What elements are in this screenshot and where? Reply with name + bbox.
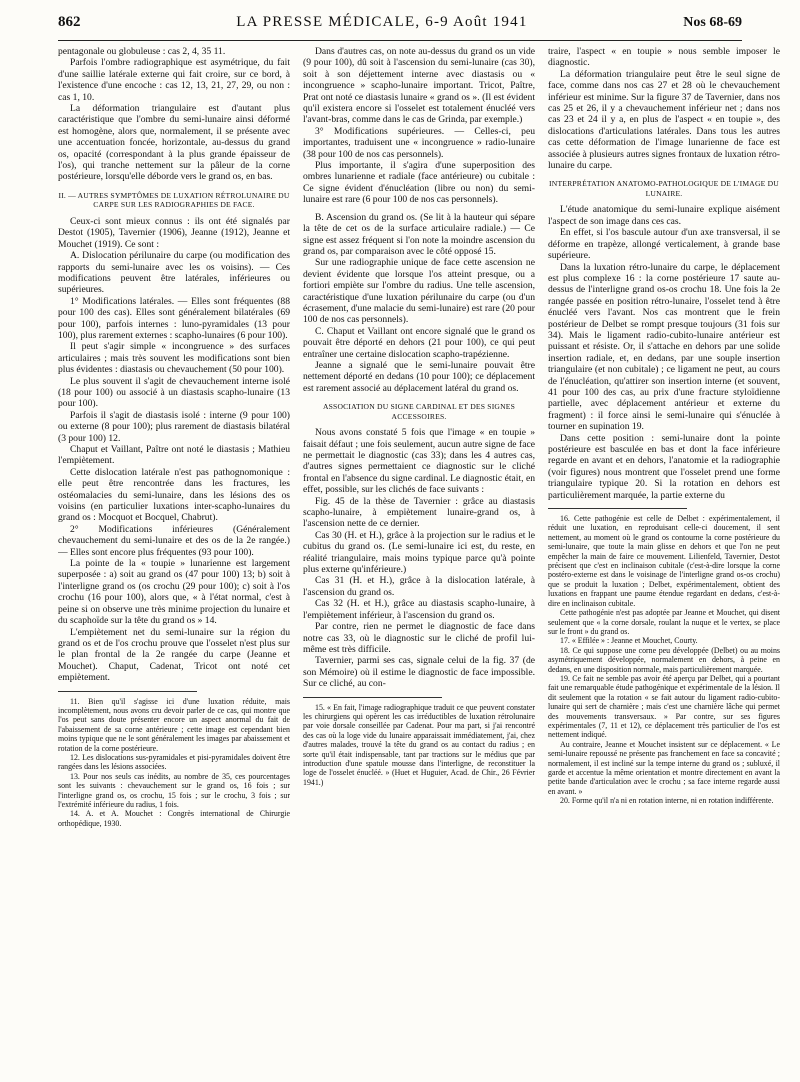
paragraph: Cas 30 (H. et H.), grâce à la projection sur le radius et le cubitus du grand os. (Le semi-lunaire ici est, du reste, en réalité triangulaire, mais moins typique parce qu'à pointe plus externe qu'inférieure.) <box>303 529 535 576</box>
footnote-divider <box>303 697 442 698</box>
paragraph: Dans la luxation rétro-lunaire du carpe, le déplacement est plus complexe 16 : la corne postérieure 17 saute au-dessus de l'interligne grand os-os crochu 18. Une fois la 2e rangée passée en position rétro-lunaire, l'osselet tend à être énucléé vers l'avant. Nos cas montrent que le frein postérieur de Delbet se rompt presque toujours (31 fois sur 34). Mais le ligament radio-cubito-lunaire antérieur est puissant et résiste. Or, il s'attache en dehors par une solide insertion radiale, et, en dedans, par une souple insertion triangulaire (et non cubitale) ; ce ligament ne peut, au cours de l'énucléation, qu'attirer son insertion interne (et souvent, 41 pour 100 des cas, au prix d'une fracture styloïdienne partielle, avec déplacement antérieur et externe du fragment) : il force ainsi le semi-lunaire qui s'énuclée à tourner en supination 19. <box>548 261 780 433</box>
paragraph: pentagonale ou globuleuse : cas 2, 4, 35 11. <box>58 46 226 57</box>
paragraph: Nous avons constaté 5 fois que l'image « en toupie » faisait défaut ; une fois seulement, aucun autre signe de face ne permettait le diagnostic (cas 33); dans les 4 autres cas, d'autres signes permettaient ce diagnostic sur le cliché frontal en l'absence du signe cardinal. Le diagnostic était, en effet, possible, sur les clichés de face suivants : <box>303 427 535 496</box>
paragraph: Par contre, rien ne permet le diagnostic de face dans notre cas 33, où le diagnostic sur le cliché de profil lui-même est très difficile. <box>303 621 535 655</box>
paragraph: L'empiètement net du semi-lunaire sur la région du grand os et de l'os crochu prouve que l'osselet n'est plus sur le plan frontal de la 2e rangée du carpe (Jeanne et Mouchet). Chaput, Cadenat, Tricot ont noté cet empiètement. <box>58 626 290 684</box>
footnote-divider <box>548 508 687 509</box>
paragraph: B. Ascension du grand os. (Se lit à la hauteur qui sépare la tête de cet os de la surface articulaire radiale.) — Ce signe est assez fréquent si l'on note la moindre ascension du grand os, par comparaison avec le côté opposé 15. <box>303 211 535 257</box>
section-heading: INTERPRÉTATION ANATOMO-PATHOLOGIQUE DE L'IMAGE DU LUNAIRE. <box>549 179 779 198</box>
paragraph: Fig. 45 de la thèse de Tavernier : grâce au diastasis scapho-lunaire, à empiètement lunaire-grand os, à l'ascension nette de ce dernier. <box>303 495 535 530</box>
paragraph: L'étude anatomique du semi-lunaire explique aisément l'aspect de son image dans ces cas. <box>548 204 780 227</box>
page-number: 862 <box>58 14 81 30</box>
paragraph: Sur une radiographie unique de face cette ascension ne devient évidente que lorsque l'os atteint presque, ou a fortiori empiète sur l'ombre du radius. Une telle ascension, caractéristique d'une luxation périlunaire du carpe (ou d'un écrasement, d'une malacie du semi-lunaire) est rare (20 pour 100 de nos cas personnels). <box>303 257 535 326</box>
section-heading: II. — AUTRES SYMPTÔMES DE LUXATION RÉTROLUNAIRE DU CARPE SUR LES RADIOGRAPHIES DE FACE. <box>58 190 290 210</box>
footnote-divider <box>58 691 197 692</box>
paragraph: Jeanne a signalé que le semi-lunaire pouvait être nettement déporté en dedans (10 pour 100); ce déplacement est rarement associé au déplacement latéral du grand os. <box>303 359 535 394</box>
paragraph: Tavernier, parmi ses cas, signale celui de la fig. 37 (de son Mémoire) où il estime le diagnostic de face impossible. Sur ce cliché, au con- <box>303 655 535 690</box>
footnote: 17. « Effilée » : Jeanne et Mouchet, Courty. <box>560 636 698 646</box>
paragraph: Parfois il s'agit de diastasis isolé : interne (9 pour 100) ou externe (8 pour 100); plus rarement de diastasis bilatéral (3 pour 100) 12. <box>58 409 290 444</box>
footnote: 19. Ce fait ne semble pas avoir été aperçu par Delbet, qui a pourtant fait une remarquable étude pathogénique et expérimentale de la lésion. Il dit seulement que la rotation « se fait autour du ligament radio-cubito-lunaire qui sert de charnière ; mais c'est une charnière lâche qui permet des mouvements transversaux. » Par contre, sur ses figures expérimentales (7, 11 et 12), ce déplacement très particulier de l'os est nettement indiqué. <box>548 673 780 740</box>
paragraph: Chaput et Vaillant, Paître ont noté le diastasis ; Mathieu l'empiètement. <box>58 444 290 467</box>
paragraph: Cas 31 (H. et H.), grâce à la dislocation latérale, à l'ascension du grand os. <box>303 575 535 598</box>
paragraph: 2° Modifications inférieures (Généralement chevauchement du semi-lunaire et des os de la 2e rangée.) — Elles sont encore plus fréquentes (93 pour 100). <box>58 523 290 558</box>
paragraph: A. Dislocation périlunaire du carpe (ou modification des rapports du semi-lunaire avec les os voisins). — Ces modifications peuvent être latérales, inférieures ou supérieures. <box>58 250 290 296</box>
footnote: 18. Ce qui suppose une corne peu développée (Delbet) ou au moins asymétriquement développée, normalement en dehors, à peine en dedans, en une disposition normale, mais particulièrement marquée. <box>548 645 780 674</box>
footnote: 20. Forme qu'il n'a ni en rotation interne, ni en rotation indifférente. <box>560 796 774 806</box>
footnote: 15. « En fait, l'image radiographique traduit ce que peuvent constater les chirurgiens qui opèrent les cas irréductibles de luxation rétrolunaire par voie dorsale conseillée par Cadenat. Pour ma part, si j'ai rencontré des cas où la loge vide du lunaire apparaissait immédiatement, j'ai, chez d'autres malades, trouvé la tête du grand os au contact du radius ; en sorte qu'il était indispensable, tant par tractions sur le médius que par introduction d'une spatule mousse dans l'interligne, de reconstituer la loge de l'osselet énucléé. » (Huet et Huguier, Acad. de Chir., 26 Février 1941.) <box>303 702 535 787</box>
paragraph: Dans cette position : semi-lunaire dont la pointe postérieure est basculée en bas et dont la face inférieure regarde en avant et en dehors, l'anatomie et la radiographie (voir figures) nous montrent que l'osselet prend une forme triangulaire typique 20. Si la rotation en dehors est particulièrement marquée, la partie externe du <box>548 432 780 501</box>
paragraph: La pointe de la « toupie » lunarienne est largement superposée : a) soit au grand os (47 pour 100) 13; b) soit à l'interligne grand os (os crochu (29 pour 100); c) soit à l'os crochu (16 pour 100), alors que, « à l'état normal, c'est à peine si on observe une très minime projection du lunaire et du scaphoïde sur la tête du grand os » 14. <box>58 558 290 627</box>
paragraph: Parfois l'ombre radiographique est asymétrique, du fait d'une saillie latérale externe qui fait croire, sur ce bord, à l'existence d'une encoche : cas 12, 13, 21, 27, 29, ou non : cas 1, 10. <box>58 57 290 103</box>
column-2 <box>303 46 535 1072</box>
paragraph: Il peut s'agir simple « incongruence » des surfaces articulaires ; mais très souvent les modifications sont bien plus évidentes : diastasis ou chevauchement (50 pour 100). <box>58 341 290 376</box>
issue-number: Nos 68-69 <box>683 15 742 30</box>
page-header <box>58 14 742 41</box>
paragraph: Dans d'autres cas, on note au-dessus du grand os un vide (9 pour 100), dû soit à l'ascension du semi-lunaire (cas 30), soit à son déjettement interne avec diastasis ou « incongruence » scapho-lunaire important. Tricot, Paître, Prat ont noté ce diastasis lunaire « grand os ». (Il est évident qu'il existera encore si l'osselet est totalement énucléé vers l'avant-bras, comme dans le cas de Grinda, par exemple.) <box>303 46 535 126</box>
footnote: 13. Pour nos seuls cas inédits, au nombre de 35, ces pourcentages sont les suivants : chevauchement sur le grand os, 16 fois ; sur l'interligne grand os, os crochu, 15 fois ; sur le crochu, 3 fois ; sur l'extrémité inférieure du radius, 1 fois. <box>58 771 290 809</box>
paragraph: Plus importante, il s'agira d'une superposition des ombres lunarienne et radiale (face antérieure) ou cubitale : Ce signe évident d'énucléation (libre ou non) du semi-lunaire est rare (6 pour 100 de nos cas personnels). <box>303 160 535 206</box>
paragraph: Cas 32 (H. et H.), grâce au diastasis scapho-lunaire, à l'empiètement inférieur, à l'ascension du grand os. <box>303 598 535 621</box>
footnote: 11. Bien qu'il s'agisse ici d'une luxation réduite, mais incomplètement, nous avons cru devoir parler de ce cas, qui montre que l'os peut sans doute présenter encore un aspect anormal du fait de l'abaissement de sa corne antérieure ; cette image est cependant bien moins typique que ne le sont généralement les images par abaissement et rotation de la corne postérieure. <box>58 696 290 753</box>
paragraph: C. Chaput et Vaillant ont encore signalé que le grand os pouvait être déporté en dehors (21 pour 100), ce qui peut entraîner une certaine dislocation scapho-trapézienne. <box>303 325 535 360</box>
journal-title: LA PRESSE MÉDICALE, 6-9 Août 1941 <box>236 14 528 30</box>
paragraph: Cette dislocation latérale n'est pas pathognomonique : elle peut être rencontrée dans les fractures, les ostéomalacies du semi-lunaire, dans les lésions des os voisins (en particulier luxations inter-scapho-lunaires du grand os : Mocquot et Bocquel, Chabrut). <box>58 466 290 524</box>
paragraph: En effet, si l'os bascule autour d'un axe transversal, il se déforme en trapèze, allongé verticalement, à grande base supérieure. <box>548 227 780 262</box>
column-1 <box>58 46 290 1072</box>
paragraph: Ceux-ci sont mieux connus : ils ont été signalés par Destot (1905), Tavernier (1906), Jeanne (1912), Jeanne et Mouchet (1919). Ce sont : <box>58 215 290 250</box>
paragraph: Le plus souvent il s'agit de chevauchement interne isolé (18 pour 100) ou associé à un diastasis scapho-lunaire (13 pour 100). <box>58 375 290 410</box>
footnote: Au contraire, Jeanne et Mouchet insistent sur ce déplacement. « Le semi-lunaire repoussé ne présente pas franchement en face sa concavité ; normalement, il est incliné sur la tempe interne du grand os ; subluxé, il garde et accentue la même orientation et montre directement en avant la petite bande d'articulation avec le crochu ; sa face interne regarde aussi en avant. » <box>548 739 780 796</box>
section-heading: ASSOCIATION DU SIGNE CARDINAL ET DES SIGNES ACCESSOIRES. <box>322 402 516 421</box>
paragraph: La déformation triangulaire peut être le seul signe de face, comme dans nos cas 27 et 28 où le chevauchement inférieur est minime. Sur la figure 37 de Tavernier, dans nos cas 25 et 26, il y a chevauchement inférieur net ; dans nos cas 23 et 24 il y a, en plus de l'aspect « en toupie », des dislocations d'articulations latérales. Dans tous les autres cas cette déformation de l'image lunarienne de face est associée à plusieurs autres signes frontaux de luxation rétro-lunaire du carpe. <box>548 68 780 172</box>
paragraph: 3° Modifications supérieures. — Celles-ci, peu importantes, traduisent une « incongruence » radio-lunaire (38 pour 100 de nos cas personnels). <box>303 125 535 160</box>
footnote: 12. Les dislocations sus-pyramidales et pisi-pyramidales doivent être rangées dans les lésions associées. <box>58 752 290 772</box>
footnote: Cette pathogénie n'est pas adoptée par Jeanne et Mouchet, qui disent seulement que « la corne dorsale, roulant la nuque et le vertex, se place sur le front » du grand os. <box>548 608 780 636</box>
paragraph: 1° Modifications latérales. — Elles sont fréquentes (88 pour 100 des cas). Elles sont généralement bilatérales (69 pour 100), parfois internes : luno-pyramidales (13 pour 100), plus rarement externes : scapho-lunaires (6 pour 100). <box>58 295 290 341</box>
column-3 <box>548 46 780 1072</box>
footnote: 16. Cette pathogénie est celle de Delbet : expérimentalement, il réduit une luxation, en reproduisant celle-ci doucement, il sent nettement, au moment où le grand os contourne la corne postérieure du semi-lunaire, que toute la main glisse en dehors et que l'on ne peut empêcher la main de faire ce mouvement. Lilienfeld, Tavernier, Destot précisent que c'est en inclinaison cubitale (c'est-à-dire lorsque la corne postéro-externe est dans le voisinage de l'interligne grand os-os crochu) que se produit la luxation ; Delbet, expérimentalement, obtient des luxations en frappant une paume étendue regardant en dedans, c'est-à-dire en inclinaison cubitale. <box>548 514 780 608</box>
paragraph: La déformation triangulaire est d'autant plus caractéristique que l'ombre du semi-lunaire ainsi déformé est homogène, alors que, normalement, il se présente avec une accentuation foncée, horizontale, au-dessus du grand os, opacité (correspondant à la plus grande épaisseur de l'os), qui tranche nettement sur la pâleur de la corne postérieure, lorsqu'elle déborde vers le grand os, en bas. <box>58 103 290 183</box>
paragraph: traire, l'aspect « en toupie » nous semble imposer le diagnostic. <box>548 46 780 69</box>
footnote: 14. A. et A. Mouchet : Congrès international de Chirurgie orthopédique, 1930. <box>58 809 290 828</box>
